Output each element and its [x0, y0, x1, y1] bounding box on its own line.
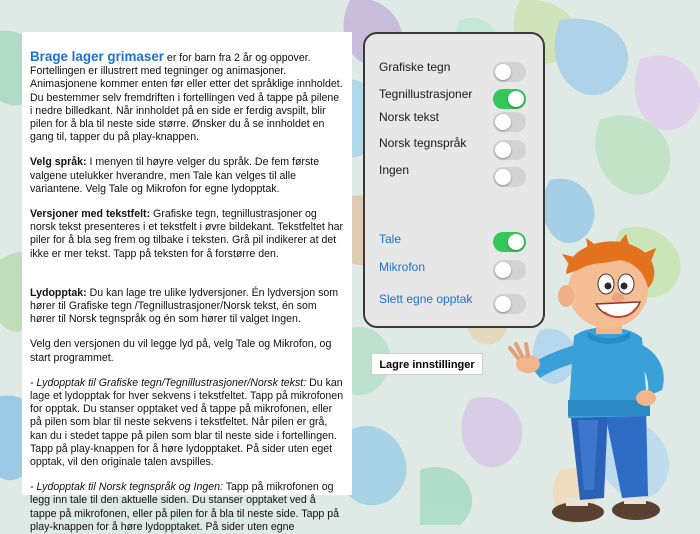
app-title: Brage lager grimaser — [30, 49, 164, 64]
option-label: Norsk tekst — [379, 110, 440, 124]
recording-heading: Lydopptak: — [30, 286, 87, 299]
option-label: Tale — [379, 232, 402, 246]
option-label: Norsk tegnspråk — [379, 136, 467, 150]
recording-text: Du kan lage tre ulike lydversjoner. Én lydversjon som hører til Grafiske tegn /Tegnillustrasjoner/Norsk tekst, én som hører til Norsk tegnspråk og én som hører til valget Ingen. — [30, 286, 339, 326]
toggle-knob — [495, 142, 511, 158]
toggle-grafiske-tegn[interactable] — [493, 62, 526, 82]
language-text: I menyen til høyre velger du språk. De fem første valgene utelukker hverandre, men Tale kan velges til alle variantene. Velg Tale og Mikrofon for egne lydopptak. — [30, 156, 320, 195]
rec-sign-heading: - Lydopptak til Norsk tegnspråk og Ingen: — [30, 481, 223, 494]
rec-sign-text: Tapp på mikrofonen og legg inn tale til den aktuelle siden. Du stanser opptaket ved å tappe på mikrofonen, eller på pilen for å bla til neste side. Tapp på play-knappen for å høre lydopptaket. På sider uten egne — [30, 481, 339, 533]
recording-paragraph — [30, 287, 344, 327]
toggle-knob — [508, 91, 524, 107]
option-label: Tegnillustrasjoner — [379, 87, 473, 101]
toggle-knob — [495, 64, 511, 80]
option-label: Grafiske tegn — [379, 60, 451, 74]
toggle-norsk-tegnsprak[interactable] — [493, 140, 526, 160]
info-text — [22, 32, 352, 534]
toggle-tegnillustrasjoner[interactable] — [493, 89, 526, 109]
rec-graphic-text: Du kan lage et lydopptak for hver sekvens i tekstfeltet. Tapp på mikrofonen for opptak. Du stanser opptaket ved å tappe på mikrofonen, eller på pilen som blar til neste sekvens i tekstfeltet. Når pilen er grå, kan du i stedet tappe på pilen som blar til neste side i fortellingen. Tapp på play-knappen for å høre lydopptaket. På sider uten eget opptak, vil den originale talen avspilles. — [30, 376, 344, 469]
toggle-norsk-tekst[interactable] — [493, 112, 526, 132]
versions-paragraph — [30, 208, 344, 261]
rec-graphic-heading: - Lydopptak til Grafiske tegn/Tegnillustrasjoner/Norsk tekst: — [30, 376, 307, 389]
rec-graphic-paragraph — [30, 377, 344, 469]
versions-text: Grafiske tegn, tegnillustrasjoner og norsk tekst presenteres i et tekstfelt i øvre bildekant. Tekstfeltet har piler for å bla seg frem og tilbake i teksten. Grå pil indikerer at det ikke er mer tekst. Tapp på teksten for å forstørre den. — [30, 208, 344, 260]
intro-paragraph — [30, 50, 344, 144]
info-text-panel[interactable] — [22, 32, 352, 533]
language-heading: Velg språk: — [30, 156, 87, 169]
toggle-ingen[interactable] — [493, 167, 526, 187]
toggle-knob — [495, 169, 511, 185]
option-label: Mikrofon — [379, 260, 426, 274]
option-label: Ingen — [379, 163, 410, 177]
toggle-knob — [495, 114, 511, 130]
save-settings-button[interactable]: Lagre innstillinger — [371, 353, 483, 375]
option-label: Slett egne opptak — [379, 292, 473, 306]
rec-sign-paragraph — [30, 481, 344, 534]
language-paragraph — [30, 156, 344, 196]
choose-version-paragraph: Velg den versjonen du vil legge lyd på, velg Tale og Mikrofon, og start programmet. — [30, 338, 332, 364]
versions-heading: Versjoner med tekstfelt: — [30, 208, 151, 221]
intro-text: er for barn fra 2 år og oppover. Fortellingen er illustrert med tegninger og animasjoner. Animasjonene kommer enten før eller etter det språklige innholdet. Du bestemmer selv fremdriften i fortellingen ved å tappe på pilene i nedre billedkant. Når innholdet på en side er ferdig avspilt, blir pilen for å bla til neste side større. Ønsker du å se innholdet en gang til, tapper du på play-knappen. — [30, 52, 343, 144]
boy-character-illustration — [508, 240, 698, 525]
